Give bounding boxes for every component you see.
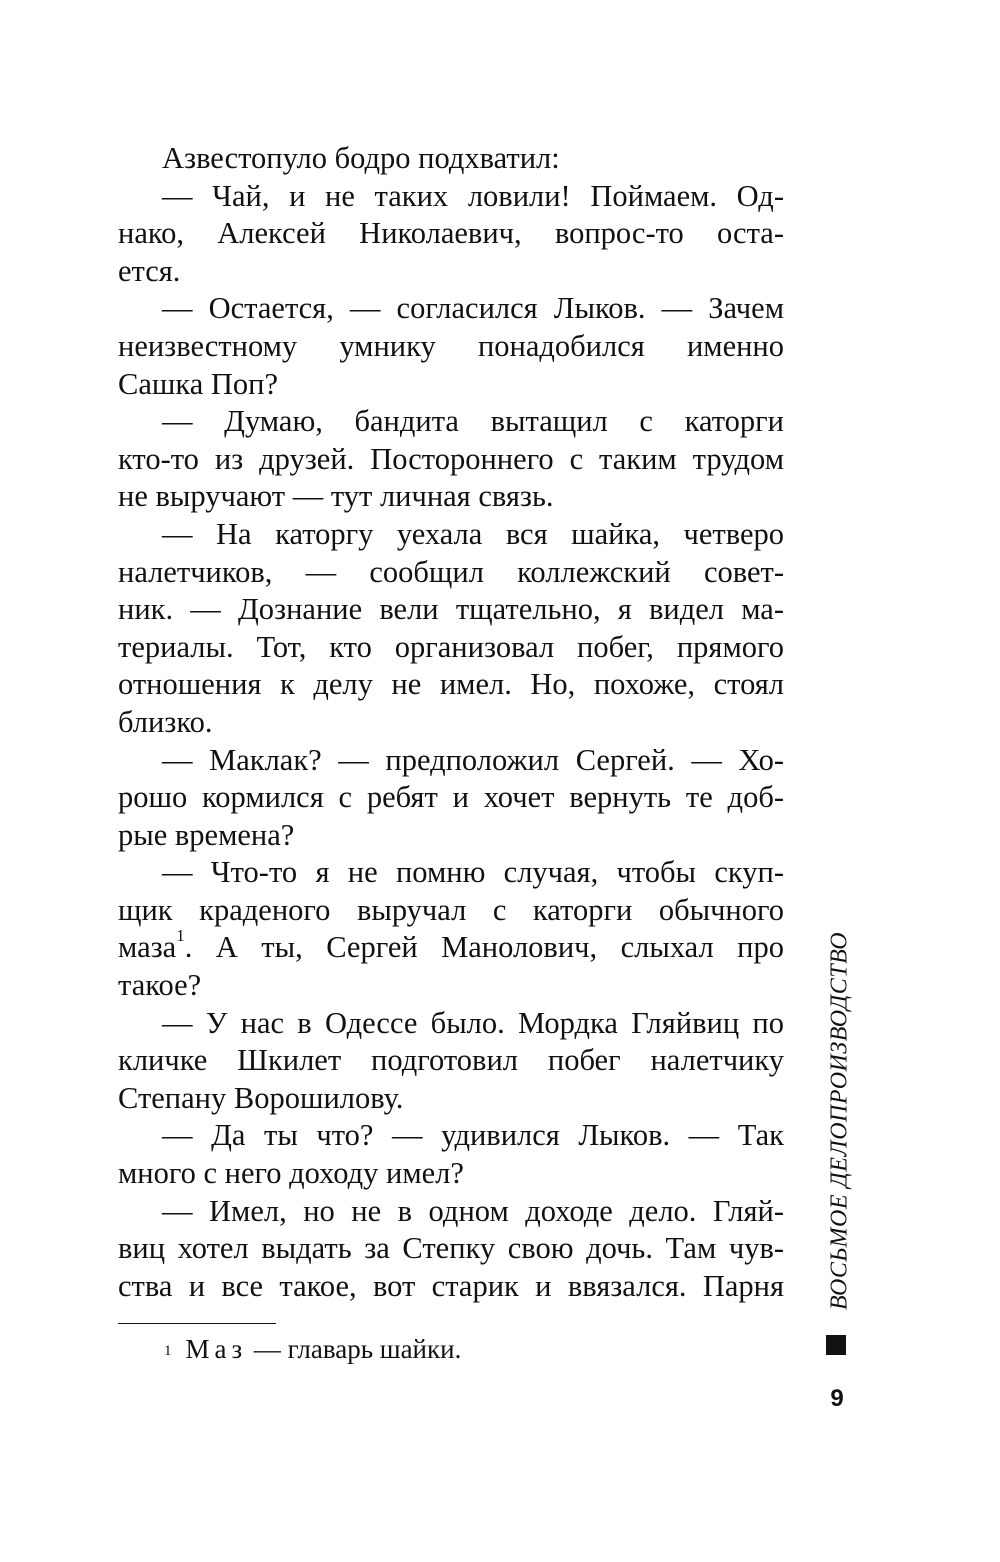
- text-line: — У нас в Одессе было. Мордка Гляйвиц по: [162, 1005, 784, 1040]
- text-line: неизвестному умнику понадобился именно: [118, 328, 784, 363]
- text-line: такое?: [118, 968, 202, 1003]
- body-text: [118, 140, 784, 1305]
- text-line: — Имел, но не в одном доходе дело. Гляй-: [162, 1193, 784, 1228]
- text-line: Степану Ворошилову.: [118, 1080, 404, 1115]
- text-line: кто-то из друзей. Постороннего с таким трудом: [118, 441, 784, 476]
- running-title-text: ВОСЬМОЕ ДЕЛОПРОИЗВОДСТВО: [826, 931, 853, 1310]
- text-line: ется.: [118, 253, 181, 288]
- text-line: Сашка Поп?: [118, 366, 279, 401]
- text-line: — Да ты что? — удивился Лыков. — Так: [162, 1118, 784, 1153]
- text-line: ства и все такое, вот старик и ввязался. Парня: [118, 1268, 784, 1303]
- footnote-term: Маз: [185, 1334, 248, 1364]
- page-number: 9: [830, 1385, 844, 1412]
- running-title: [820, 880, 860, 1310]
- footnote-number: 1: [164, 1343, 172, 1359]
- text-line-with-footnote: [118, 929, 784, 967]
- footnote-reference[interactable]: 1: [176, 929, 185, 946]
- footnote-divider: [118, 1323, 276, 1324]
- text-line: — Что-то я не помню случая, чтобы скуп-: [162, 855, 784, 890]
- text-fragment: . А ты, Сергей Манолович, слыхал про: [184, 930, 784, 965]
- text-line: — Чай, и не таких ловили! Поймаем. Од-: [162, 178, 784, 213]
- text-line: много с него доходу имел?: [118, 1156, 464, 1191]
- text-line: рые времена?: [118, 817, 295, 852]
- text-fragment: маза: [118, 930, 177, 965]
- text-line: виц хотел выдать за Степку свою дочь. Там чув-: [118, 1231, 784, 1266]
- text-line: близко.: [118, 704, 213, 739]
- text-line: кличке Шкилет подготовил побег налетчику: [118, 1043, 784, 1078]
- text-line: ник. — Дознание вели тщательно, я видел ма-: [118, 592, 784, 627]
- text-line: щик краденого выручал с каторги обычного: [118, 892, 784, 927]
- text-line: налетчиков, — сообщил коллежский совет-: [118, 554, 784, 589]
- text-line: — Маклак? — предположил Сергей. — Хо-: [162, 742, 784, 777]
- text-line: рошо кормился с ребят и хочет вернуть те доб-: [118, 780, 784, 815]
- text-line: — На каторгу уехала вся шайка, четверо: [162, 516, 784, 551]
- text-line: — Думаю, бандита вытащил с каторги: [162, 404, 784, 439]
- footnote: [118, 1333, 784, 1365]
- text-line: не выручают — тут личная связь.: [118, 479, 554, 514]
- section-marker-square: [826, 1335, 846, 1355]
- text-line: — Остается, — согласился Лыков. — Зачем: [162, 291, 784, 326]
- text-line: Азвестопуло бодро подхватил:: [162, 141, 560, 175]
- text-line: отношения к делу не имел. Но, похоже, стоял: [118, 667, 784, 702]
- text-line: териалы. Тот, кто организовал побег, прямого: [118, 629, 784, 664]
- text-line: нако, Алексей Николаевич, вопрос-то оста-: [118, 216, 784, 251]
- footnote-text: — главарь шайки.: [253, 1334, 462, 1364]
